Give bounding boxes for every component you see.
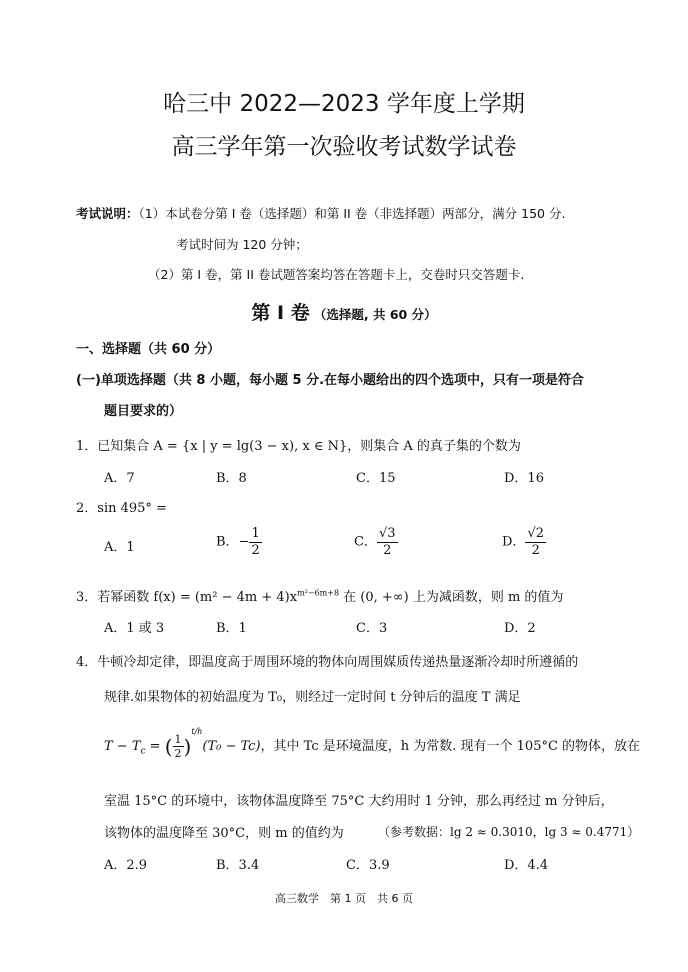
formula-subscript: c — [140, 746, 146, 757]
formula-right: (T₀ − Tc) — [202, 739, 261, 754]
question-line1: 牛顿冷却定律，即温度高于周围环境的物体向周围媒质传递热量逐渐冷却时所遵循的 — [97, 655, 579, 670]
question-4-line4: 室温 15°C 的环境中，该物体温度降至 75°C 大约用时 1 分钟，那么再经过 m 分钟后， — [104, 794, 614, 809]
question-number: 1． — [76, 439, 98, 454]
fraction-denominator: 2 — [531, 542, 540, 558]
exponent: m²−6m+8 — [297, 588, 340, 598]
question-4-line5 — [104, 822, 344, 841]
q4-option-a: A．2.9 — [104, 858, 148, 873]
q3-option-b: B．1 — [216, 621, 247, 636]
instructions-item2: （2）第 I 卷，第 II 卷试题答案均答在答题卡上，交卷时只交答题卡. — [148, 267, 525, 282]
fraction — [377, 526, 398, 558]
instructions-line1 — [76, 204, 565, 222]
question-number: 2． — [76, 501, 98, 516]
fraction — [525, 526, 546, 558]
fraction-numerator: 1 — [174, 732, 182, 746]
reference-data: （参考数据：lg 2 ≈ 0.3010，lg 3 ≈ 0.4771） — [378, 825, 640, 839]
q3-option-d: D．2 — [504, 621, 536, 636]
question-line5: 该物体的温度降至 30°C，则 m 的值约为 — [104, 826, 344, 841]
q1-option-c: C．15 — [356, 471, 396, 486]
q2-option-c — [354, 526, 398, 558]
fraction — [173, 733, 184, 760]
paren-open: ( — [164, 734, 173, 759]
q2-option-a: A．1 — [104, 540, 135, 555]
section-heading — [0, 298, 688, 325]
exam-title-line2: 高三学年第一次验收考试数学试卷 — [171, 134, 517, 160]
fraction-numerator: √2 — [527, 526, 544, 541]
paren-close: ) — [183, 734, 192, 759]
question-number: 3． — [76, 590, 98, 605]
question-stem: 已知集合 A = {x | y = lg(3 − x), x ∈ N}，则集合 A 的真子集的个数为 — [97, 439, 521, 454]
page-footer: 高三数学 第 1 页 共 6 页 — [275, 892, 413, 905]
q4-option-c: C．3.9 — [346, 858, 390, 873]
option-label: D． — [502, 534, 526, 550]
fraction — [249, 526, 261, 558]
instructions-item1a: （1）本试卷分第 I 卷（选择题）和第 II 卷（非选择题）两部分，满分 150 分. — [138, 206, 566, 221]
q3-option-c: C．3 — [356, 621, 388, 636]
question-stem: sin 495° = — [97, 501, 167, 516]
subpart-heading-line1: (一)单项选择题（共 8 小题，每小题 5 分.在每小题给出的四个选项中，只有一项是符合 — [76, 373, 585, 388]
fraction-denominator: 2 — [174, 747, 182, 760]
question-line3: ，其中 Tc 是环境温度，h 为常数. 现有一个 105°C 的物体，放在 — [260, 739, 641, 754]
section-subtitle: （选择题, 共 60 分） — [313, 307, 437, 322]
option-label: C． — [354, 534, 377, 550]
part1-heading: 一、选择题（共 60 分） — [76, 342, 221, 357]
q4-option-d: D．4.4 — [504, 858, 549, 873]
question-4 — [76, 651, 578, 670]
q1-option-a: A．7 — [104, 471, 135, 486]
q4-option-b: B．3.4 — [216, 858, 260, 873]
q3-option-a: A．1 或 3 — [104, 621, 165, 636]
fraction-numerator: 1 — [251, 526, 260, 541]
section-title: 第 I 卷 — [251, 302, 310, 324]
instructions-label: 考试说明： — [76, 206, 139, 221]
question-stem-b: 在 (0, +∞) 上为减函数，则 m 的值为 — [339, 590, 564, 605]
q2-option-b — [216, 526, 262, 558]
q1-option-b: B．8 — [216, 471, 247, 486]
option-label: B． — [216, 534, 239, 550]
formula-equals: = — [145, 739, 165, 754]
fraction-denominator: 2 — [251, 542, 260, 558]
subpart-heading-line2: 题目要求的） — [104, 404, 183, 419]
question-4-formula-line — [104, 727, 640, 760]
question-2 — [76, 497, 167, 516]
option-sign: − — [238, 534, 250, 550]
exam-title-line1: 哈三中 2022—2023 学年度上学期 — [163, 91, 525, 117]
question-1 — [76, 435, 521, 454]
question-4-line2: 规律.如果物体的初始温度为 T₀，则经过一定时间 t 分钟后的温度 T 满足 — [104, 690, 521, 705]
fraction-denominator: 2 — [383, 542, 392, 558]
question-stem-a: 若幂函数 f(x) = (m² − 4m + 4)x — [97, 590, 298, 605]
question-number: 4． — [76, 655, 98, 670]
question-3 — [76, 586, 563, 605]
formula-exponent: t/h — [191, 727, 203, 736]
instructions-item1b: 考试时间为 120 分钟； — [176, 237, 308, 252]
formula-left: T − T — [104, 739, 141, 754]
fraction-numerator: √3 — [378, 526, 396, 541]
q1-option-d: D．16 — [504, 471, 544, 486]
q2-option-d — [502, 526, 546, 558]
